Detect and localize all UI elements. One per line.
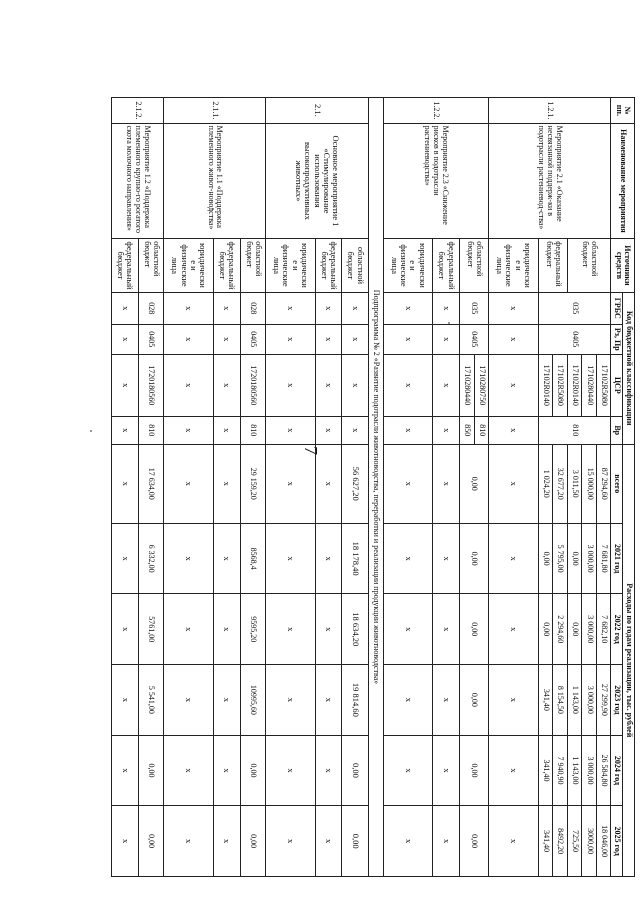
cell-value: 725,50: [567, 806, 582, 877]
budget-table: [111, 97, 635, 877]
cell-x: x: [489, 416, 539, 444]
cell-x: x: [266, 523, 316, 594]
row-grbs: 028: [138, 292, 163, 324]
cell-value: 26 584,80: [596, 735, 611, 806]
cell-value: 6 332,00: [138, 523, 163, 594]
row-source: юридические и физические лица: [383, 239, 433, 292]
cell-x: x: [489, 665, 539, 736]
row-source: юридические и физические лица: [489, 239, 539, 292]
cell-value: 18 634,20: [342, 594, 369, 665]
cell-x: x: [342, 292, 369, 324]
cell-x: x: [433, 292, 460, 324]
row-num: 2.1.1.: [164, 98, 266, 124]
cell-value: 0,00: [342, 735, 369, 806]
row-num: 1.2.1.: [489, 98, 611, 124]
row-rzpr: 0405: [460, 324, 489, 354]
cell-value: 0,00: [240, 735, 265, 806]
row-grbs: 028: [240, 292, 265, 324]
cell-x: x: [164, 594, 214, 665]
cell-value: 9595,20: [240, 594, 265, 665]
cell-x: x: [112, 444, 139, 523]
row-vr: 810: [538, 416, 611, 444]
page-number: 7: [301, 446, 321, 455]
cell-x: x: [383, 594, 433, 665]
cell-x: x: [315, 594, 342, 665]
row-name: Мероприятие 1.2 «Поддержка племенного крупно-го рогатого скота молочного направления»: [112, 123, 164, 239]
cell-x: x: [315, 665, 342, 736]
row-num: 2.1.2.: [112, 98, 164, 124]
cell-x: x: [266, 324, 316, 354]
row-csr: 1720180560: [240, 354, 265, 416]
cell-x: x: [266, 416, 316, 444]
cell-x: x: [315, 444, 342, 523]
cell-value: 1 143,00: [567, 735, 582, 806]
header-num: № пп.: [611, 98, 635, 124]
cell-x: x: [383, 523, 433, 594]
table-row: [596, 98, 611, 877]
row-vr: 850: [460, 416, 475, 444]
cell-x: x: [383, 354, 433, 416]
cell-x: x: [164, 416, 214, 444]
table-row: [342, 98, 369, 877]
cell-x: x: [489, 594, 539, 665]
cell-x: x: [383, 806, 433, 877]
header-2023: 2023 год: [611, 665, 623, 736]
cell-x: x: [315, 324, 342, 354]
cell-x: x: [315, 416, 342, 444]
row-grbs: 035: [460, 292, 489, 324]
cell-value: 2 294,60: [553, 594, 568, 665]
cell-x: x: [315, 735, 342, 806]
row-source: федеральный бюджет: [315, 239, 342, 292]
cell-value: 56 627,20: [342, 444, 369, 523]
table-row: [474, 98, 489, 877]
cell-x: x: [489, 523, 539, 594]
cell-value: 7 682,10: [596, 594, 611, 665]
row-source: областной бюджет: [240, 239, 265, 292]
row-rzpr: 0405: [138, 324, 163, 354]
row-name: Мероприятие 2.1 «Оказание несвязанной поддерж-ки в подотрасли растениевод-ства»: [489, 123, 611, 239]
cell-x: x: [315, 806, 342, 877]
cell-x: x: [489, 735, 539, 806]
cell-x: x: [342, 324, 369, 354]
cell-x: x: [383, 416, 433, 444]
subprogram-row: [369, 98, 384, 877]
cell-x: x: [112, 416, 139, 444]
cell-x: x: [315, 292, 342, 324]
row-csr: 17102R5080: [596, 354, 611, 416]
cell-x: x: [433, 594, 460, 665]
cell-value: 19 814,60: [342, 665, 369, 736]
row-source: юридические и физические лица: [266, 239, 316, 292]
cell-x: x: [213, 324, 240, 354]
cell-x: x: [112, 292, 139, 324]
cell-x: x: [433, 523, 460, 594]
cell-x: x: [213, 665, 240, 736]
cell-value: 18 046,00: [596, 806, 611, 877]
cell-value: 341,40: [538, 735, 553, 806]
cell-x: x: [164, 523, 214, 594]
row-csr: 1710280750: [474, 354, 489, 416]
header-2025: 2025 год: [611, 806, 623, 877]
cell-value: 32 677,20: [553, 444, 568, 523]
row-vr: 810: [138, 416, 163, 444]
cell-x: x: [266, 665, 316, 736]
cell-value: 1 143,00: [567, 665, 582, 736]
header-rzpr: Рз, Пр: [611, 324, 623, 354]
cell-x: x: [266, 735, 316, 806]
cell-value: 0,00: [138, 735, 163, 806]
cell-x: x: [433, 444, 460, 523]
cell-value: 0,00: [460, 594, 489, 665]
table-row: [240, 98, 265, 877]
header-total: всего: [611, 444, 623, 523]
row-csr: 17102R0140: [567, 354, 582, 416]
cell-value: 0,00: [460, 806, 489, 877]
cell-x: x: [164, 665, 214, 736]
row-csr: 1710280440: [460, 354, 475, 416]
cell-value: 18 178,40: [342, 523, 369, 594]
cell-value: 341,40: [538, 665, 553, 736]
row-source: федеральный бюджет: [213, 239, 240, 292]
cell-x: x: [433, 806, 460, 877]
cell-x: x: [433, 354, 460, 416]
cell-value: 17 634,00: [138, 444, 163, 523]
cell-value: 0,00: [567, 594, 582, 665]
cell-x: x: [383, 444, 433, 523]
cell-value: 7 681,80: [596, 523, 611, 594]
cell-value: 0,00: [567, 523, 582, 594]
cell-value: 0,00: [460, 735, 489, 806]
cell-value: 0,00: [240, 806, 265, 877]
cell-x: x: [112, 665, 139, 736]
cell-x: x: [489, 806, 539, 877]
cell-x: x: [164, 324, 214, 354]
cell-x: x: [266, 806, 316, 877]
row-num: 2.1.: [266, 98, 369, 124]
row-name: Мероприятие 2.3 «Снижение рисков в подотрасли растениеводства»: [383, 123, 488, 239]
cell-x: x: [164, 806, 214, 877]
row-source: юридические и физические лица: [164, 239, 214, 292]
header-code-group: Код бюджетной классификации: [623, 292, 635, 444]
cell-value: 15 000,00: [582, 444, 597, 523]
cell-x: x: [164, 735, 214, 806]
row-source: федеральный бюджет: [433, 239, 460, 292]
row-csr: 1720180560: [138, 354, 163, 416]
cell-value: 3 000,00: [582, 594, 597, 665]
cell-value: 27 299,90: [596, 665, 611, 736]
cell-x: x: [213, 444, 240, 523]
cell-x: x: [383, 665, 433, 736]
cell-value: 8568,4: [240, 523, 265, 594]
row-name: Основное мероприятие 1 «Стимулирование использования высокопродуктивных животных»: [266, 123, 369, 239]
cell-value: 5761,00: [138, 594, 163, 665]
cell-x: x: [433, 735, 460, 806]
row-vr: 810: [474, 416, 489, 444]
row-source: федеральный бюджет: [538, 239, 567, 292]
cell-x: x: [112, 735, 139, 806]
header-csr: ЦСР: [611, 354, 623, 416]
cell-x: x: [213, 523, 240, 594]
row-rzpr: 0405: [240, 324, 265, 354]
cell-x: x: [383, 324, 433, 354]
header-2022: 2022 год: [611, 594, 623, 665]
subprogram-title: Подпрограмма № 2 «Развитие подотрасли животноводства, переработки и реализации продукции животноводства»: [369, 98, 384, 877]
header-name: Наименование мероприятия: [611, 123, 635, 239]
row-grbs: 035: [538, 292, 611, 324]
row-name: Мероприятие 1.1 «Поддержка племенного живот-новодства»: [164, 123, 266, 239]
header-row-1: [623, 98, 635, 877]
cell-x: x: [164, 292, 214, 324]
cell-x: x: [315, 354, 342, 416]
cell-x: x: [266, 594, 316, 665]
cell-value: 341,40: [538, 806, 553, 877]
row-source: областной бюджет: [460, 239, 489, 292]
cell-value: 0,00: [460, 665, 489, 736]
cell-x: x: [489, 292, 539, 324]
cell-x: x: [213, 594, 240, 665]
cell-x: x: [489, 444, 539, 523]
cell-value: 10995,60: [240, 665, 265, 736]
cell-value: 3 011,50: [567, 444, 582, 523]
row-source: федеральный бюджет: [112, 239, 139, 292]
row-csr: 1710280440: [582, 354, 597, 416]
header-expenses-group: Расходы по годам реализации, тыс. рублей: [623, 444, 635, 876]
cell-x: x: [266, 444, 316, 523]
cell-value: 0,00: [342, 806, 369, 877]
cell-x: x: [112, 594, 139, 665]
cell-x: x: [489, 354, 539, 416]
cell-x: x: [315, 523, 342, 594]
header-2021: 2021 год: [611, 523, 623, 594]
cell-value: 3 000,00: [582, 523, 597, 594]
cell-value: 0,00: [538, 523, 553, 594]
cell-x: x: [489, 324, 539, 354]
row-vr: 810: [240, 416, 265, 444]
cell-x: x: [112, 806, 139, 877]
cell-x: x: [433, 324, 460, 354]
cell-value: 5 541,00: [138, 665, 163, 736]
rotated-document: [111, 97, 635, 877]
cell-x: x: [213, 735, 240, 806]
row-rzpr: 0405: [538, 324, 611, 354]
cell-value: 5 795,00: [553, 523, 568, 594]
cell-x: x: [213, 806, 240, 877]
cell-value: 0,00: [538, 594, 553, 665]
cell-x: x: [433, 665, 460, 736]
row-csr: 17102R0140: [538, 354, 553, 416]
cell-value: 7 940,90: [553, 735, 568, 806]
header-vr: Вр: [611, 416, 623, 444]
cell-value: 29 159,20: [240, 444, 265, 523]
cell-x: x: [383, 292, 433, 324]
cell-x: x: [383, 735, 433, 806]
table-row: [138, 98, 163, 877]
cell-value: 3 000,00: [582, 735, 597, 806]
header-2024: 2024 год: [611, 735, 623, 806]
header-source: Источники средств: [611, 239, 635, 292]
cell-x: x: [213, 354, 240, 416]
cell-value: 8492,20: [553, 806, 568, 877]
cell-value: 87 294,60: [596, 444, 611, 523]
cell-value: 3 000,00: [582, 665, 597, 736]
cell-value: 3000,00: [582, 806, 597, 877]
cell-value: 8 154,50: [553, 665, 568, 736]
cell-x: x: [342, 416, 369, 444]
scan-speck: [90, 430, 92, 432]
cell-x: x: [342, 354, 369, 416]
cell-x: x: [266, 292, 316, 324]
cell-x: x: [112, 324, 139, 354]
cell-x: x: [164, 354, 214, 416]
cell-x: x: [112, 354, 139, 416]
cell-x: x: [213, 416, 240, 444]
cell-value: 0,00: [138, 806, 163, 877]
cell-value: 1 024,20: [538, 444, 553, 523]
cell-x: x: [266, 354, 316, 416]
cell-x: x: [164, 444, 214, 523]
cell-x: x: [433, 416, 460, 444]
header-grbs: ГРБС: [611, 292, 623, 324]
cell-x: x: [213, 292, 240, 324]
row-num: 1.2.2.: [383, 98, 488, 124]
row-source: областной бюджет: [567, 239, 611, 292]
cell-value: 0,00: [460, 444, 489, 523]
cell-value: 0,00: [460, 523, 489, 594]
row-csr: 17102R5080: [553, 354, 568, 416]
row-source: областной бюджет: [138, 239, 163, 292]
row-source: областной бюджет: [342, 239, 369, 292]
cell-x: x: [112, 523, 139, 594]
